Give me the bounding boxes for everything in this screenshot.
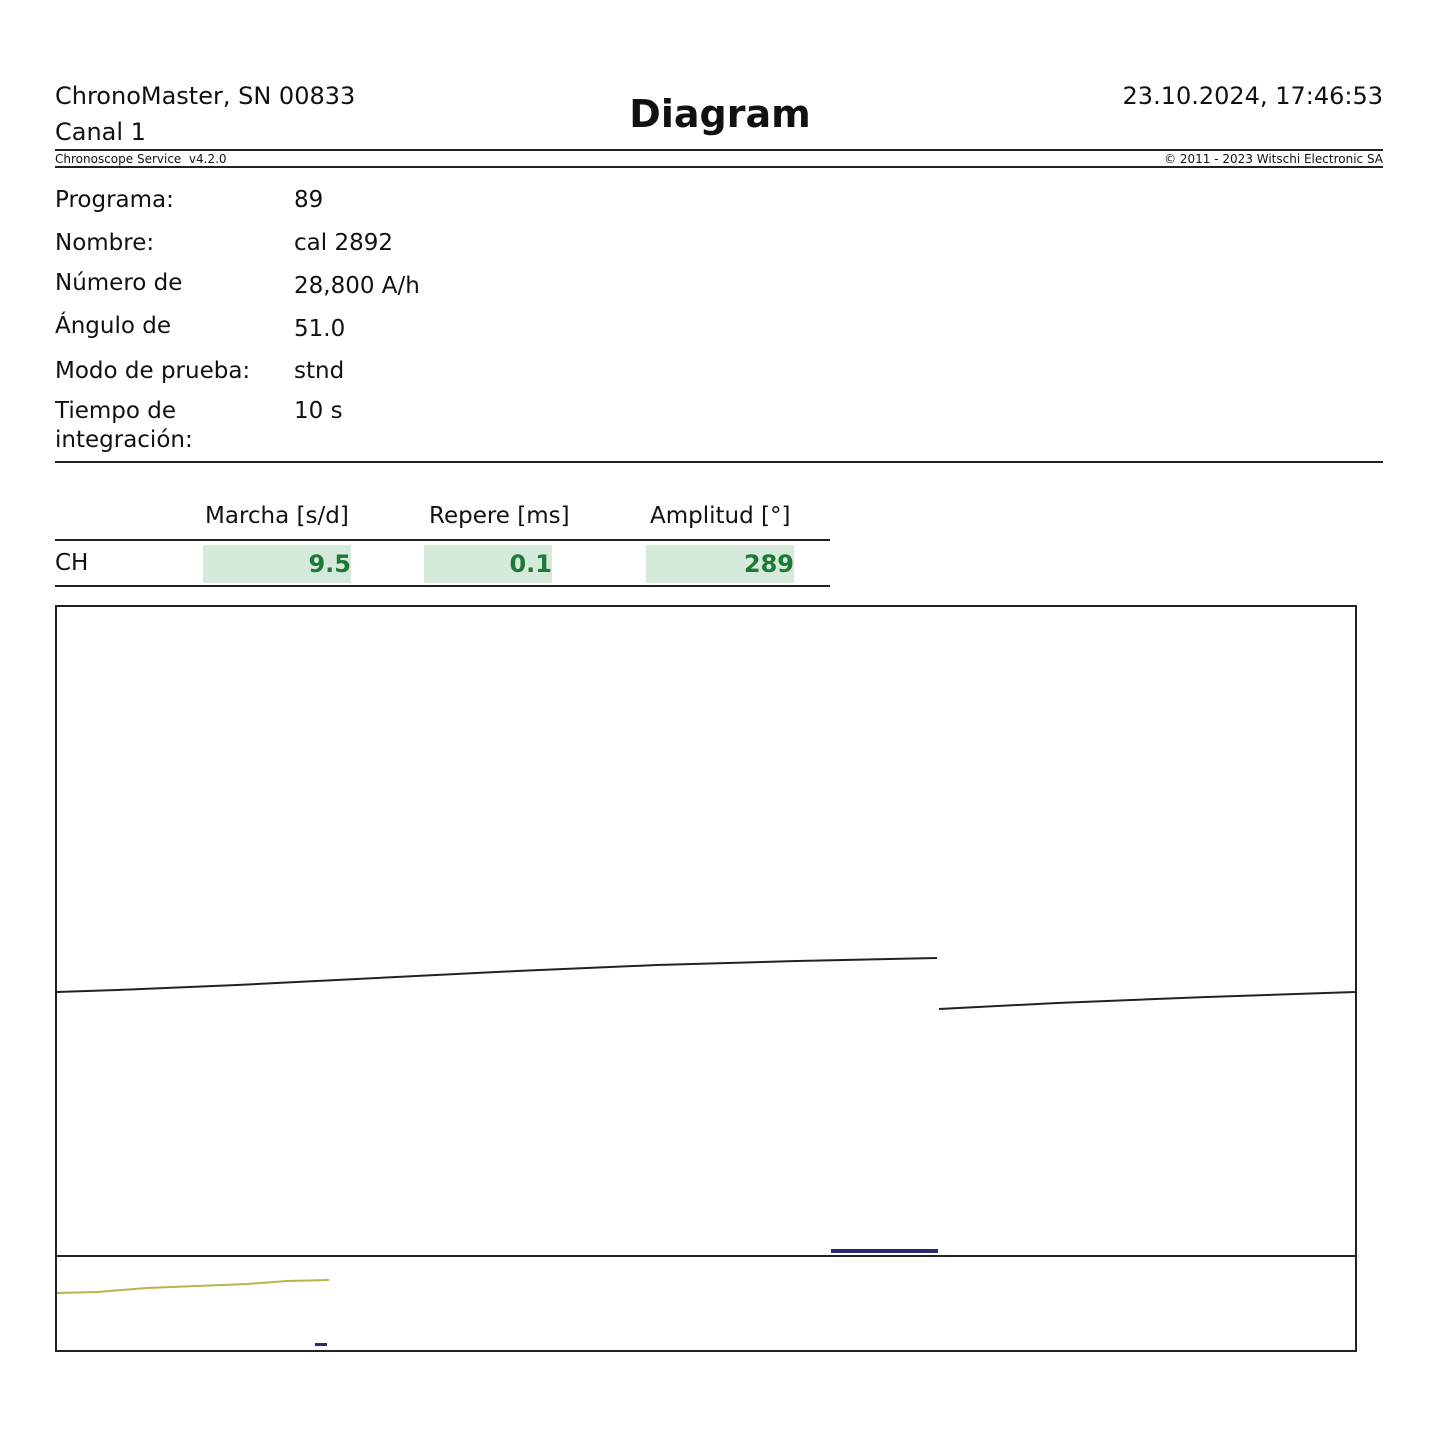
header-divider-bottom (55, 166, 1383, 168)
table-header-line (55, 539, 830, 541)
amplitude-trace (57, 1280, 329, 1293)
col-header-amplitude: Amplitud [°] (650, 503, 791, 529)
page-title: Diagram (629, 92, 811, 136)
col-header-rate: Marcha [s/d] (205, 503, 349, 529)
info-value: 10 s (294, 398, 343, 424)
diagram-plot (55, 605, 1357, 1352)
copyright: © 2011 - 2023 Witschi Electronic SA (1164, 152, 1383, 166)
table-bottom-line (55, 585, 830, 587)
info-label: Tiempo de integración: (55, 398, 193, 453)
info-value: 89 (294, 187, 324, 213)
info-divider (55, 461, 1383, 463)
info-value: 51.0 (294, 316, 346, 342)
col-header-beat-error: Repere [ms] (429, 503, 570, 529)
software-version: Chronoscope Service v4.2.0 (55, 152, 227, 166)
info-value: cal 2892 (294, 230, 393, 256)
diagram-svg (57, 607, 1355, 1350)
info-label: Modo de prueba: (55, 358, 251, 384)
value-rate: 9.5 (203, 545, 351, 583)
value-amplitude: 289 (646, 545, 794, 583)
trace-marker (831, 1249, 938, 1253)
info-label: Nombre: (55, 230, 155, 256)
value-beat-error: 0.1 (424, 545, 552, 583)
rate-trace-segment-2 (939, 992, 1355, 1009)
report-datetime: 23.10.2024, 17:46:53 (1122, 82, 1383, 110)
amplitude-marker (315, 1343, 327, 1346)
info-label: Número de (55, 270, 183, 296)
info-label: Programa: (55, 187, 174, 213)
header-divider-top (55, 149, 1383, 151)
info-value: stnd (294, 358, 345, 384)
row-label-ch: CH (55, 550, 89, 576)
channel-label: Canal 1 (55, 118, 146, 146)
info-value: 28,800 A/h (294, 273, 420, 299)
rate-trace-segment-1 (57, 958, 937, 992)
device-name: ChronoMaster, SN 00833 (55, 82, 356, 110)
info-label: Ángulo de (55, 313, 172, 339)
